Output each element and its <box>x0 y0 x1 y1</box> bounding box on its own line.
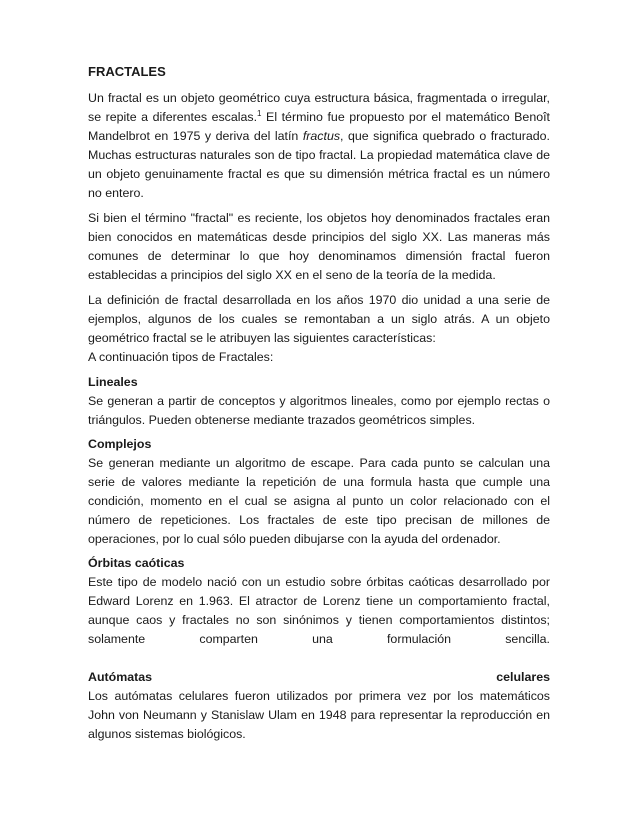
section-body-lineales: Se generan a partir de conceptos y algoritmos lineales, como por ejemplo rectas o triángulos. Pueden obtenerse mediante trazados geométricos simples. <box>88 394 550 427</box>
section-body-orbitas: Este tipo de modelo nació con un estudio sobre órbitas caóticas desarrollado por Edward Lorenz en 1.963. El atractor de Lorenz tiene un comportamiento fractal, aunque caos y fractales no son sinónimos y tienen comportamientos distintos; solamente comparten una formulación sencilla. <box>88 575 550 646</box>
section-body-automatas: Los autómatas celulares fueron utilizados por primera vez por los matemáticos John von Neumann y Stanislaw Ulam en 1948 para representar la reproducción en algunos sistemas biológicos. <box>88 689 550 741</box>
paragraph-intro: A continuación tipos de Fractales: <box>88 350 274 364</box>
paragraph-characteristics: La definición de fractal desarrollada en los años 1970 dio unidad a una serie de ejemplos, algunos de los cuales se remontaban a un siglo atrás. A un objeto geométrico fractal se le atribuyen las siguientes características: <box>88 293 550 345</box>
document-body <box>88 62 550 749</box>
section-automatas <box>88 668 550 744</box>
paragraph-definition-italic: fractus <box>302 129 341 143</box>
section-orbitas <box>88 554 550 649</box>
document-title: FRACTALES <box>88 64 166 79</box>
section-lineales <box>88 373 550 430</box>
paragraph-definition <box>88 89 550 203</box>
section-heading-orbitas: Órbitas caóticas <box>88 556 185 570</box>
section-heading-automatas: Autómatas celulares <box>88 670 550 684</box>
section-heading-complejos: Complejos <box>88 437 152 451</box>
spacer <box>88 654 550 668</box>
paragraph-definition-part2: El término fue propuesto por el matemático Benoît Mandelbrot en 1975 y deriva del latín <box>88 110 550 143</box>
section-complejos <box>88 435 550 549</box>
footnote-marker: 1 <box>257 108 262 118</box>
section-body-complejos: Se generan mediante un algoritmo de escape. Para cada punto se calculan una serie de valores mediante la repetición de una formula hasta que cumple una condición, momento en el cual se asigna al punto un color relacionado con el número de repeticiones. Los fractales de este tipo precisan de millones de operaciones, por lo cual sólo pueden dibujarse con la ayuda del ordenador. <box>88 456 550 546</box>
section-heading-lineales: Lineales <box>88 375 138 389</box>
paragraph-definition-part1: Un fractal es un objeto geométrico cuya estructura básica, fragmentada o irregular, se repite a diferentes escalas. <box>88 91 550 124</box>
paragraph-definition-part3: , que significa quebrado o fracturado. Muchas estructuras naturales son de tipo fractal. La propiedad matemática clave de un objeto genuinamente fractal es que su dimensión métrica fractal es un número no entero. <box>88 129 550 200</box>
paragraph-history: Si bien el término "fractal" es reciente, los objetos hoy denominados fractales eran bien conocidos en matemáticas desde principios del siglo XX. Las maneras más comunes de determinar lo que hoy denominamos dimensión fractal fueron establecidas a principios del siglo XX en el seno de la teoría de la medida. <box>88 211 550 282</box>
